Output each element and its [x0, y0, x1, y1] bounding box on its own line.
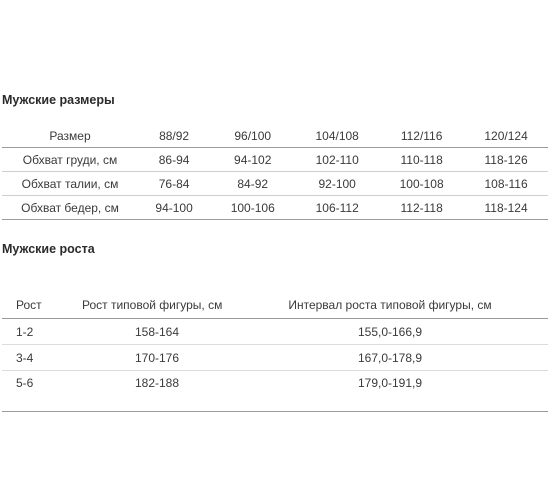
header-cell: 120/124	[464, 124, 548, 148]
table-bottom-rule	[2, 411, 548, 412]
header-cell: Рост	[2, 292, 82, 319]
row-label: Обхват талии, см	[2, 172, 138, 196]
table-cell: 5-6	[16, 376, 34, 390]
table-row	[2, 371, 548, 396]
table-cell: 100-106	[210, 196, 295, 220]
mens-heights-table	[2, 292, 548, 395]
table-cell: 155,0-166,9	[232, 319, 548, 345]
header-cell: 112/116	[379, 124, 464, 148]
sizes-section-title: Мужские размеры	[2, 93, 115, 107]
table-cell: 76-84	[138, 172, 210, 196]
table-cell: 118-126	[464, 148, 548, 172]
table-cell: 112-118	[379, 196, 464, 220]
mens-sizes-table	[2, 124, 548, 220]
table-cell: 84-92	[210, 172, 295, 196]
table-cell: 167,0-178,9	[232, 345, 548, 371]
table-row	[2, 319, 548, 345]
header-cell: 104/108	[295, 124, 379, 148]
table-cell: 86-94	[138, 148, 210, 172]
table-row	[2, 172, 548, 196]
header-cell: Рост типовой фигуры, см	[82, 292, 232, 319]
table-cell: 158-164	[82, 319, 232, 345]
table-cell: 179,0-191,9	[357, 376, 423, 390]
table-row	[2, 196, 548, 220]
table-header-row	[2, 124, 548, 148]
heights-section-title: Мужские роста	[2, 242, 95, 256]
row-label: Обхват бедер, см	[2, 196, 138, 220]
header-cell: Размер	[2, 124, 138, 148]
header-cell: 88/92	[138, 124, 210, 148]
table-cell: 182-188	[134, 376, 180, 390]
table-row	[2, 148, 548, 172]
table-cell: 108-116	[464, 172, 548, 196]
header-cell: 96/100	[210, 124, 295, 148]
table-row	[2, 345, 548, 371]
header-cell: Интервал роста типовой фигуры, см	[232, 292, 548, 319]
table-cell: 106-112	[295, 196, 379, 220]
table-cell: 118-124	[464, 196, 548, 220]
table-cell: 110-118	[379, 148, 464, 172]
row-label: Обхват груди, см	[2, 148, 138, 172]
table-cell: 102-110	[295, 148, 379, 172]
table-cell: 92-100	[295, 172, 379, 196]
table-cell: 1-2	[2, 319, 82, 345]
table-cell: 94-102	[210, 148, 295, 172]
table-header-row	[2, 292, 548, 319]
table-cell: 94-100	[138, 196, 210, 220]
table-cell: 3-4	[2, 345, 82, 371]
table-cell: 100-108	[379, 172, 464, 196]
table-cell: 170-176	[82, 345, 232, 371]
